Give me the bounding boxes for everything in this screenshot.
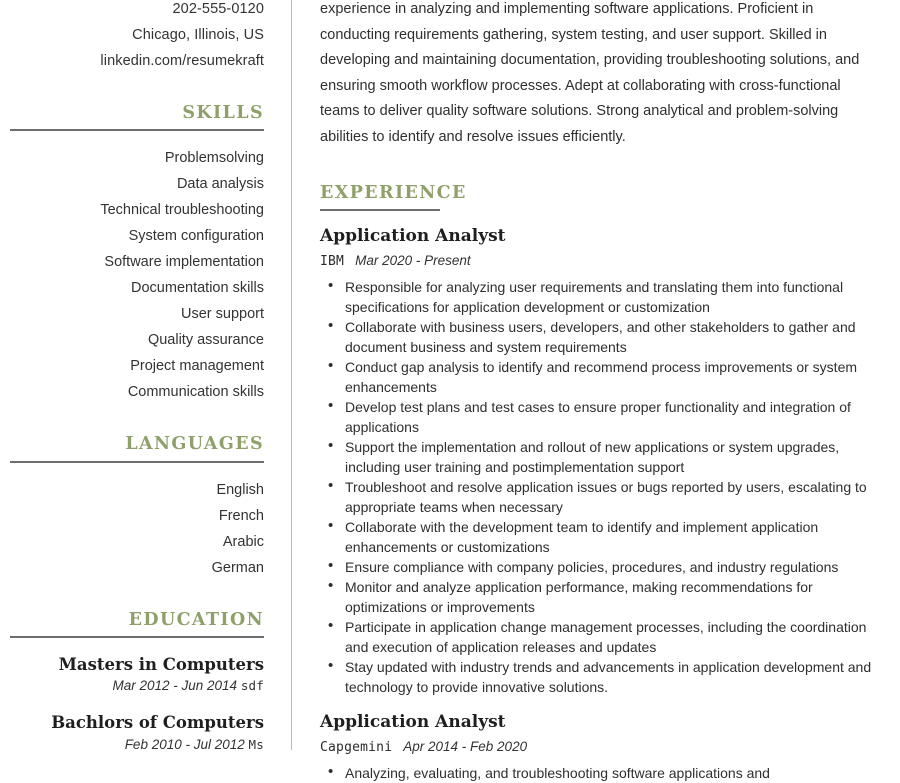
skills-heading: SKILLS xyxy=(182,103,264,123)
job-meta xyxy=(320,735,874,759)
job-meta xyxy=(320,249,874,273)
list-item: Communication skills xyxy=(127,384,264,401)
summary-paragraph: experience in analyzing and implementing software applications. Proficient in conducting requirements gathering, system testing, and user support. Skilled in developing and maintaining documentation, providing troubleshooting solutions, and ensuring smooth workflow processes. Adept at collaborating with cross-functional teams to deliver quality software solutions. Strong analytical and problem-solving abilities to identify and resolve issues efficiently. xyxy=(320,1,860,145)
list-item: • Responsible for analyzing user requirements and translating them into functional specifications for application development or customization xyxy=(320,277,874,317)
contact-phone: 202-555-0120 xyxy=(172,1,264,17)
experience-heading: EXPERIENCE xyxy=(320,183,467,203)
contact-location: Chicago, Illinois, US xyxy=(132,27,264,43)
list-item: • Troubleshoot and resolve application issues or bugs reported by users, escalating to appropriate teams when necessary xyxy=(320,477,874,517)
job-company: Capgemini xyxy=(320,740,393,756)
list-item: • Collaborate with the development team to identify and implement application enhancements or customizations xyxy=(320,517,874,557)
list-item: Documentation skills xyxy=(131,280,264,297)
experience-heading-rule xyxy=(320,209,440,211)
experience-section xyxy=(320,184,874,783)
list-item: English xyxy=(216,481,264,498)
list-item: Software implementation xyxy=(104,254,264,271)
languages-heading-rule xyxy=(10,461,264,463)
education-heading: EDUCATION xyxy=(128,609,264,630)
list-item: Project management xyxy=(130,358,264,375)
list-item: • Conduct gap analysis to identify and recommend process improvements or system enhancements xyxy=(320,357,874,397)
education-dates xyxy=(10,677,264,696)
education-suffix: sdf xyxy=(240,678,264,694)
education-date-range: Mar 2012 - Jun 2014 xyxy=(112,678,238,694)
main-column xyxy=(291,0,900,782)
list-item: Technical troubleshooting xyxy=(100,202,264,219)
job-bullets xyxy=(320,277,874,697)
job-title: Application Analyst xyxy=(320,712,506,733)
education-degree: Bachlors of Computers xyxy=(51,713,264,733)
list-item: • Support the implementation and rollout of new applications or system upgrades, including user training and postimplementation support xyxy=(320,437,874,477)
contact-block xyxy=(10,0,264,74)
education-section xyxy=(10,611,264,755)
job-dates: Mar 2020 - Present xyxy=(355,253,471,269)
education-dates xyxy=(10,736,264,755)
list-item: User support xyxy=(180,306,264,323)
list-item: • Develop test plans and test cases to ensure proper functionality and integration of applications xyxy=(320,397,874,437)
list-item: • Ensure compliance with company policies, procedures, and industry regulations xyxy=(320,557,874,577)
list-item: • Stay updated with industry trends and advancements in application development and technology to provide innovative solutions. xyxy=(320,657,874,697)
contact-linkedin[interactable]: linkedin.com/resumekraft xyxy=(100,53,264,69)
languages-heading: LANGUAGES xyxy=(125,434,264,455)
job-dates: Apr 2014 - Feb 2020 xyxy=(403,739,528,755)
list-item: French xyxy=(218,507,264,524)
education-degree: Masters in Computers xyxy=(58,654,264,674)
list-item: System configuration xyxy=(128,228,264,245)
experience-entry xyxy=(320,711,874,783)
languages-list xyxy=(10,477,264,581)
education-entry xyxy=(10,654,264,696)
job-bullets xyxy=(320,763,874,783)
list-item: Problemsolving xyxy=(164,150,264,167)
job-company: IBM xyxy=(320,254,345,270)
list-item: Data analysis xyxy=(176,176,264,193)
list-item: Quality assurance xyxy=(147,332,264,349)
list-item: • Analyzing, evaluating, and troubleshooting software applications and xyxy=(320,763,874,783)
sidebar xyxy=(0,0,291,750)
list-item: German xyxy=(211,559,264,576)
education-heading-rule xyxy=(10,636,264,638)
list-item: Arabic xyxy=(222,533,264,550)
skills-section xyxy=(10,104,264,405)
education-date-range: Feb 2010 - Jul 2012 xyxy=(124,736,245,752)
education-entry xyxy=(10,712,264,754)
experience-entry xyxy=(320,225,874,697)
skills-list xyxy=(10,145,264,405)
list-item: • Monitor and analyze application performance, making recommendations for optimizations or improvements xyxy=(320,577,874,617)
list-item: • Collaborate with business users, developers, and other stakeholders to gather and document business and system requirements xyxy=(320,317,874,357)
job-title: Application Analyst xyxy=(320,226,506,247)
list-item: • Participate in application change management processes, including the coordination and execution of application releases and updates xyxy=(320,617,874,657)
languages-section xyxy=(10,435,264,580)
skills-heading-rule xyxy=(10,129,264,131)
education-suffix: Ms xyxy=(248,736,264,752)
